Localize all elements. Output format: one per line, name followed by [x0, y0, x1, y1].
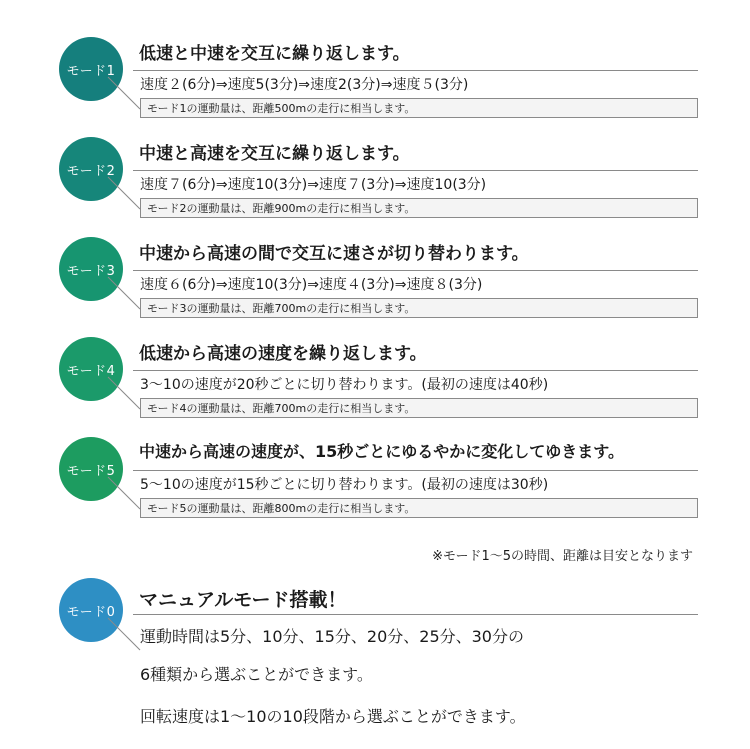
mode-5-badge-label: モード5: [66, 463, 116, 479]
divider: [133, 370, 698, 371]
divider: [133, 470, 698, 471]
footnote: ※モード1〜5の時間、距離は目安となります: [432, 549, 693, 564]
mode-5-section: [0, 437, 750, 537]
mode-3-section: [0, 237, 750, 337]
mode-0-line-1: 運動時間は5分、10分、15分、20分、25分、30分の: [140, 627, 524, 646]
mode-3-title: 中速から高速の間で交互に速さが切り替わります。: [139, 244, 529, 264]
divider: [133, 614, 698, 615]
mode-5-description: 5〜10の速度が15秒ごとに切り替わります。(最初の速度は30秒): [140, 477, 549, 493]
divider: [133, 70, 698, 71]
mode-3-note: モード3の運動量は、距離700mの走行に相当します。: [140, 298, 698, 318]
mode-1-description: 速度２(6分)⇒速度5(3分)⇒速度2(3分)⇒速度５(3分): [140, 77, 469, 93]
mode-0-line-2: 6種類から選ぶことができます。: [140, 665, 373, 684]
mode-2-title: 中速と高速を交互に繰り返します。: [139, 144, 410, 164]
mode-2-badge-label: モード2: [66, 163, 116, 179]
divider: [133, 270, 698, 271]
mode-0-title: マニュアルモード搭載！: [139, 589, 347, 611]
mode-4-title: 低速から高速の速度を繰り返します。: [139, 344, 427, 364]
mode-3-description: 速度６(6分)⇒速度10(3分)⇒速度４(3分)⇒速度８(3分): [140, 277, 483, 293]
mode-4-description: 3〜10の速度が20秒ごとに切り替わります。(最初の速度は40秒): [140, 377, 549, 393]
mode-1-note: モード1の運動量は、距離500mの走行に相当します。: [140, 98, 698, 118]
mode-0-line-3: 回転速度は1〜10の10段階から選ぶことができます。: [140, 707, 526, 726]
mode-5-note: モード5の運動量は、距離800mの走行に相当します。: [140, 498, 698, 518]
mode-4-section: [0, 337, 750, 437]
mode-0-badge-label: モード0: [66, 604, 116, 620]
mode-2-description: 速度７(6分)⇒速度10(3分)⇒速度７(3分)⇒速度10(3分): [140, 177, 487, 193]
mode-3-badge-label: モード3: [66, 263, 116, 279]
mode-2-note: モード2の運動量は、距離900mの走行に相当します。: [140, 198, 698, 218]
mode-5-title: 中速から高速の速度が、15秒ごとにゆるやかに変化してゆきます。: [139, 442, 624, 461]
mode-1-title: 低速と中速を交互に繰り返します。: [139, 44, 410, 64]
mode-2-section: [0, 137, 750, 237]
mode-1-badge-label: モード1: [66, 63, 116, 79]
mode-4-note: モード4の運動量は、距離700mの走行に相当します。: [140, 398, 698, 418]
mode-4-badge-label: モード4: [66, 363, 116, 379]
mode-1-section: [0, 37, 750, 137]
divider: [133, 170, 698, 171]
